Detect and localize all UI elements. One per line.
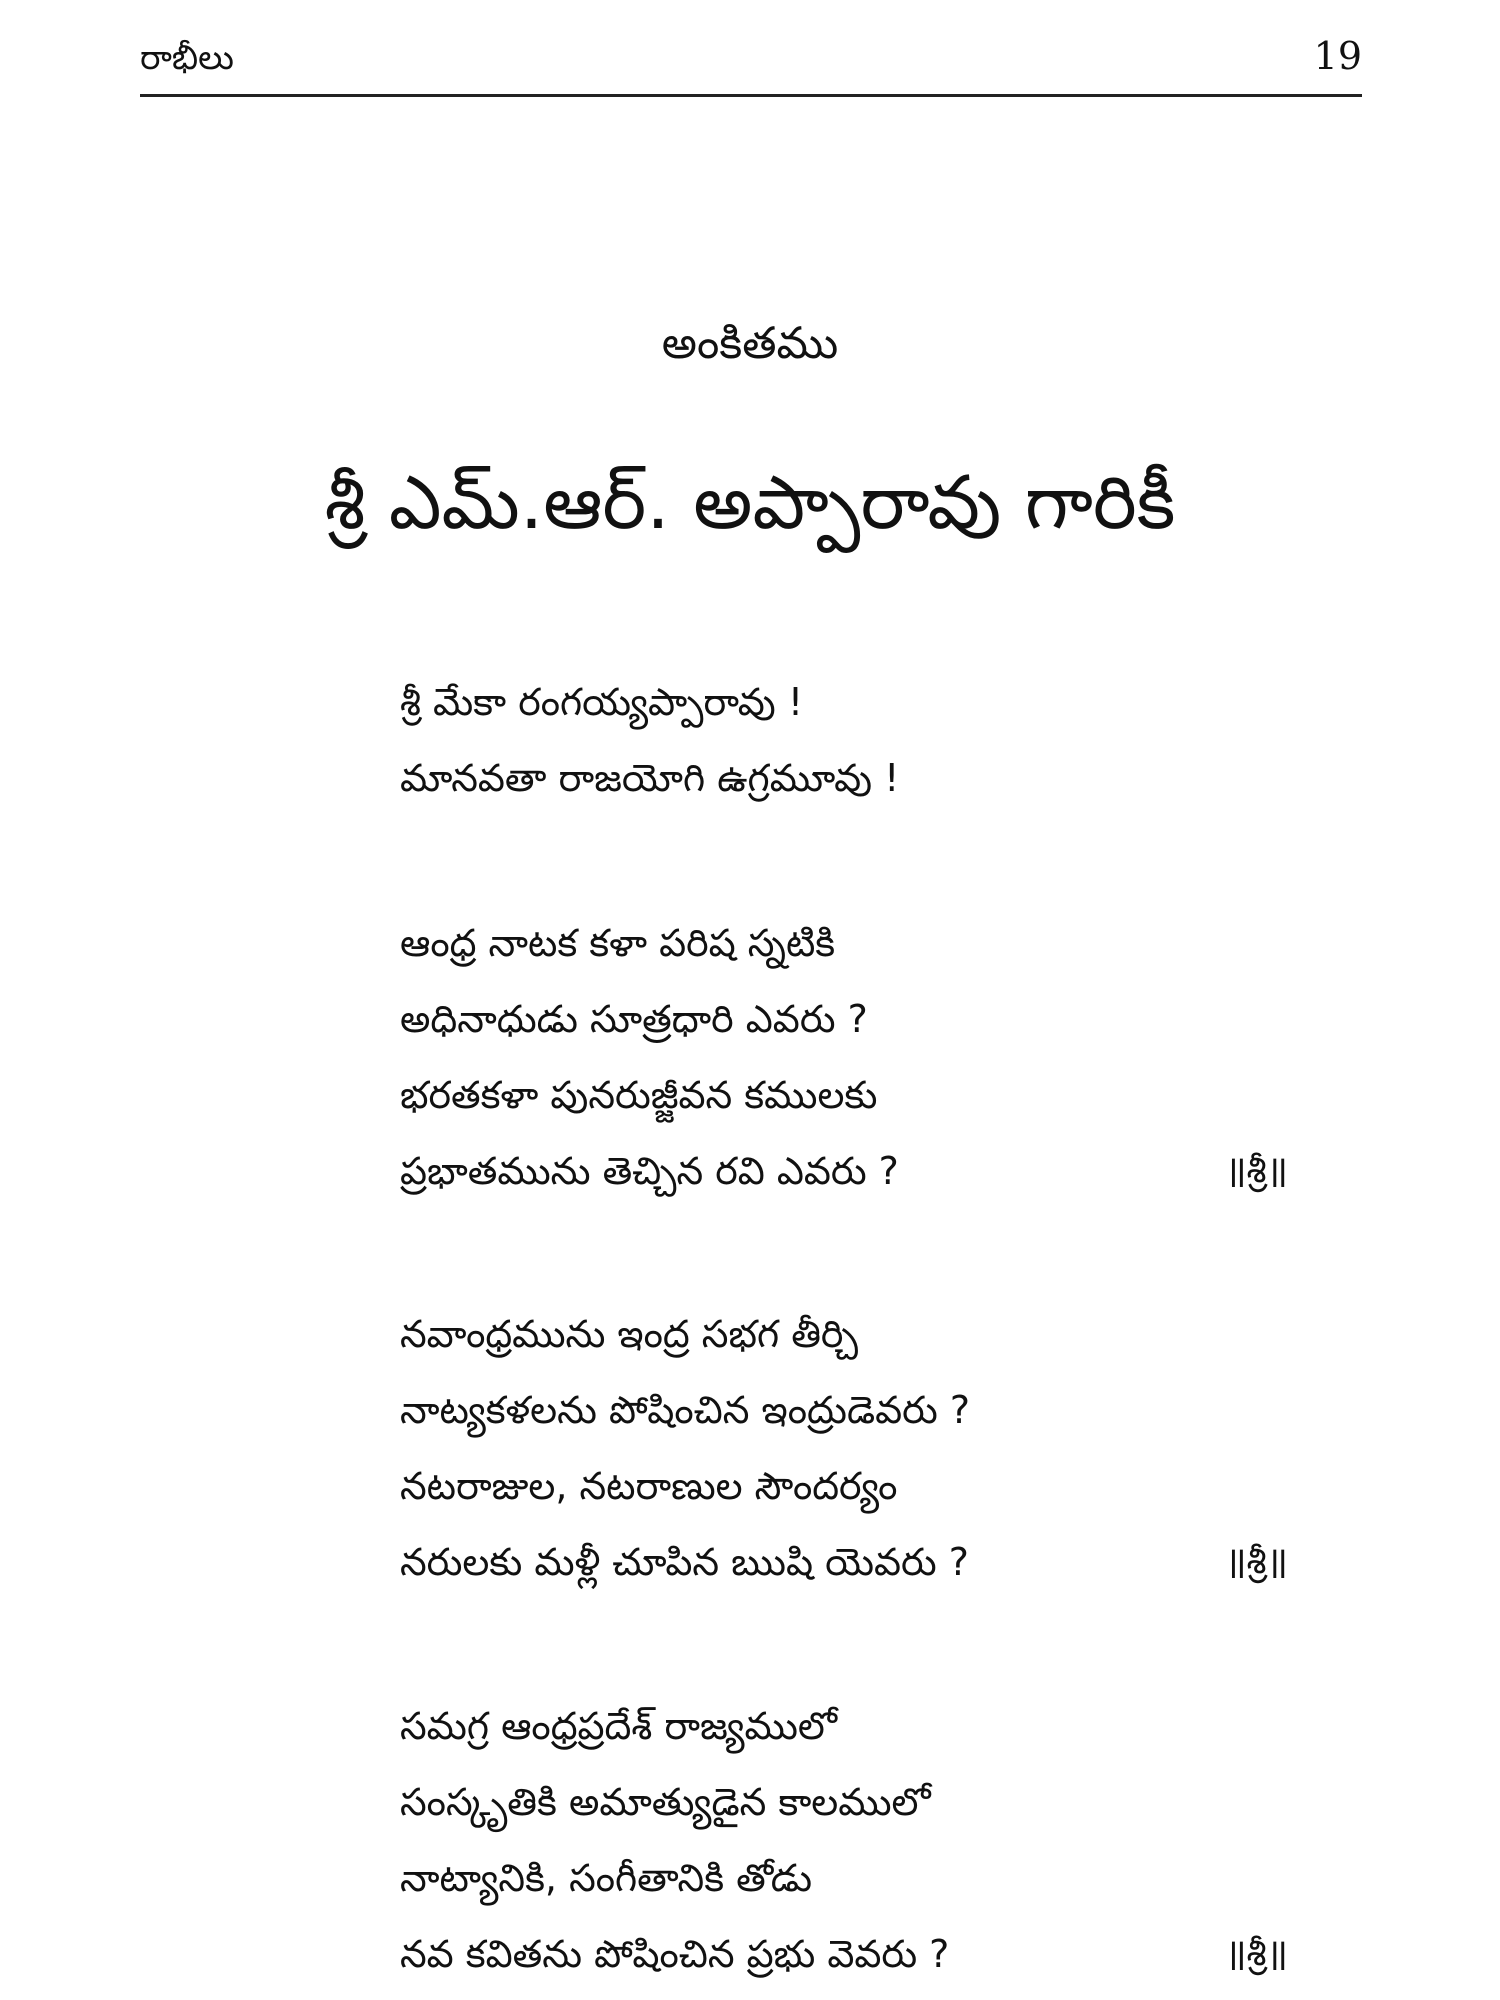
poem-line: అధినాధుడు సూత్రధారి ఎవరు ? bbox=[400, 997, 868, 1041]
stanza-1 bbox=[400, 664, 1360, 816]
poem-line-with-refrain bbox=[400, 1133, 1360, 1209]
refrain-mark: ॥శ్రీ॥ bbox=[1225, 1933, 1288, 1974]
stanza-3 bbox=[400, 1296, 1360, 1600]
poem-line-text: నవ కవితను పోషించిన ప్రభు వెవరు ? bbox=[400, 1932, 950, 1976]
dedicatee-title: శ్రీ ఎమ్.ఆర్. అప్పారావు గారికీ bbox=[324, 460, 1176, 546]
dedication-label: అంకితము bbox=[661, 318, 839, 369]
poem-line: ఆంధ్ర నాటక కళా పరిష స్నటికి bbox=[400, 921, 836, 965]
page-number: 19 bbox=[1313, 34, 1362, 78]
poem-line: సమగ్ర ఆంధ్రప్రదేశ్ రాజ్యములో bbox=[400, 1704, 837, 1748]
refrain-mark: ॥శ్రీ॥ bbox=[1225, 1541, 1288, 1582]
refrain-mark: ॥శ్రీ॥ bbox=[1225, 1150, 1288, 1191]
poem-line: నాట్యకళలను పోషించిన ఇంద్రుడెవరు ? bbox=[400, 1388, 971, 1432]
running-header bbox=[140, 32, 1362, 97]
poem-line-with-refrain bbox=[400, 1524, 1360, 1600]
poem-line: శ్రీ మేకా రంగయ్యప్పారావు ! bbox=[400, 680, 804, 724]
stanza-4 bbox=[400, 1688, 1360, 1992]
running-title: రాభీలు bbox=[140, 38, 234, 78]
poem-line-with-refrain bbox=[400, 1916, 1360, 1992]
poem-line: నవాంధ్రమును ఇంద్ర సభగ తీర్చి bbox=[400, 1312, 859, 1356]
poem-line: సంస్కృతికి అమాత్యుడైన కాలములో bbox=[400, 1780, 931, 1824]
poem-line: మానవతా రాజయోగి ఉగ్రమూవు ! bbox=[400, 756, 900, 800]
poem-line: భరతకళా పునరుజ్జీవన కములకు bbox=[400, 1073, 878, 1117]
poem-line: నటరాజుల, నటరాణుల సౌందర్యం bbox=[400, 1464, 898, 1508]
poem-line: నాట్యానికి, సంగీతానికి తోడు bbox=[400, 1856, 813, 1900]
poem-line-text: ప్రభాతమును తెచ్చిన రవి ఎవరు ? bbox=[400, 1149, 899, 1193]
stanza-2 bbox=[400, 905, 1360, 1209]
poem-line-text: నరులకు మళ్లీ చూపిన ఋషి యెవరు ? bbox=[400, 1540, 969, 1584]
